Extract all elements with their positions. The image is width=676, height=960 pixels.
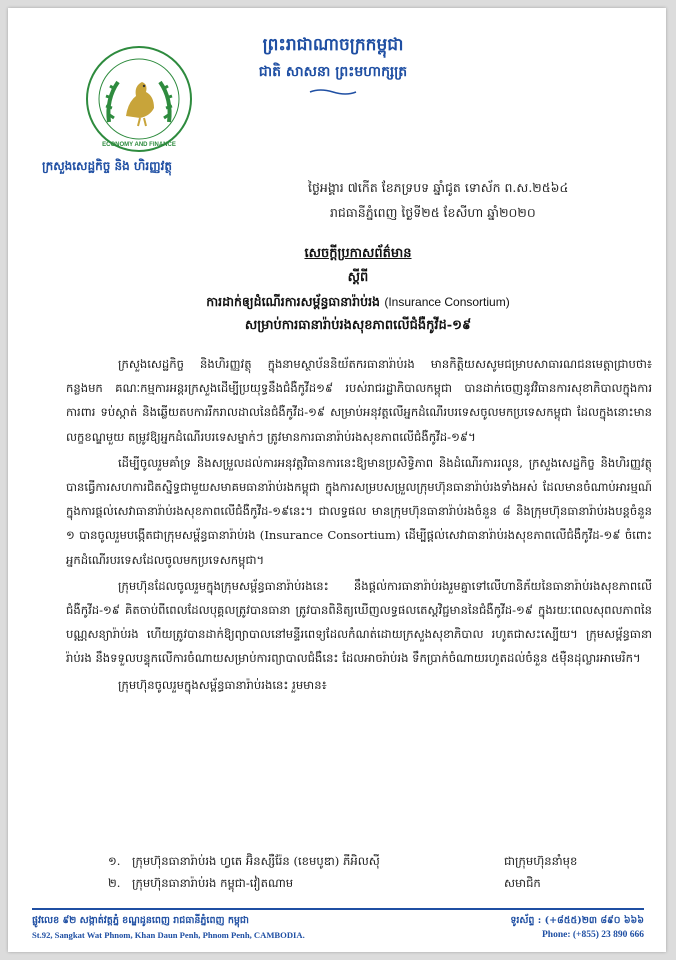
member-number: ១. [108, 854, 121, 868]
paragraph-1: ក្រសួងសេដ្ឋកិច្ច និងហិរញ្ញវត្ថុ ក្នុងនាមស្ថាប័ននិយ័តករធានារ៉ាប់រង មានកិត្តិយសសូមជម្រាបសាធារណជនមេត្តាជ្រាបថា៖ កន្លងមក គណៈកម្មការអន្តរក្រសួងដើម្បីប្រយុទ្ធនឹងជំងឺកូវីដ១៩ របស់រាជរដ្ឋាភិបាលកម្ពុជា បានដាក់ចេញនូវវិធានការសុខាភិបាលក្នុងការការពារ ទប់ស្កាត់ និងឆ្លើយតបការរីករាលដាលនៃជំងឺកូវីដ-១៩ សម្រាប់អនុវត្តលើអ្នកដំណើរបរទេសចូលមកប្រទេសកម្ពុជា ដែលក្នុងនោះមានលក្ខខណ្ឌមួយ តម្រូវឱ្យអ្នកដំណើរបរទេសម្នាក់ៗ ត្រូវមានការធានារ៉ាប់រងសុខភាពលើជំងឺកូវីដ-១៩។ [66, 357, 652, 444]
member-list [98, 850, 658, 894]
member-number: ២. [108, 876, 121, 890]
member-name: ក្រុមហ៊ុនធានារ៉ាប់រង ហ្វតេ អ៊ិនស្សឺរ៉ែន (ខេមបូឌា) ភីអិលស៊ី [132, 854, 380, 868]
member-role: ជាក្រុមហ៊ុននាំមុខ [504, 854, 578, 868]
title-line-1: សេចក្តីប្រកាសព័ត៌មាន [304, 246, 412, 261]
paragraph-4: ក្រុមហ៊ុនចូលរួមក្នុងសម្ព័ន្ធធានារ៉ាប់រងនេះ រួមមាន៖ [118, 677, 327, 692]
document-page [8, 8, 666, 952]
kingdom-heading: ព្រះរាជាណាចក្រកម្ពុជា [262, 35, 404, 55]
footer-address-en: St.92, Sangkat Wat Phnom, Khan Daun Penh, Phnom Penh, CAMBODIA. [32, 930, 305, 940]
svg-text:ECONOMY AND FINANCE: ECONOMY AND FINANCE [102, 142, 176, 148]
footer-phone-en: Phone: (+855) 23 890 666 [542, 930, 644, 940]
footer-phone-kh: ទូរស័ព្ទ : (+៨៥៥)២៣ ៨៩០ ៦៦៦ [510, 915, 644, 926]
title-line-4: សម្រាប់ការធានារ៉ាប់រងសុខភាពលើជំងឺកូវីដ-១៩ [244, 318, 472, 333]
footer-divider [32, 908, 644, 910]
lunar-date: ថ្ងៃអង្គារ ៧កើត ខែភទ្របទ ឆ្នាំជូត ទោស័ក ព.ស.២៥៦៤ [308, 180, 569, 195]
document-title [158, 242, 558, 338]
ornament-divider [308, 88, 358, 96]
paragraph-2: ដើម្បីចូលរួមគាំទ្រ និងសម្រួលដល់ការអនុវត្តវិធានការនេះឱ្យមានប្រសិទ្ធិភាព និងដំណើរការរលូន, ក្រសួងសេដ្ឋកិច្ច និងហិរញ្ញវត្ថុ បានធ្វើការសហការជិតស្និទ្ធជាមួយសមាគមធានារ៉ាប់រងកម្ពុជា ក្នុងការសម្របសម្រួលក្រុមហ៊ុនធានារ៉ាប់រងទាំងអស់ ដែលមានចំណាប់អារម្មណ៍ក្នុងការផ្តល់សេវាធានារ៉ាប់រងសុខភាពលើជំងឺកូវីដ-១៩នេះ។ ជាលទ្ធផល មានក្រុមហ៊ុនធានារ៉ាប់រងចំនួន ៨ និងក្រុមហ៊ុនធានារ៉ាប់រងបន្តចំនួន ១ បានចូលរួមបង្កើតជាក្រុមសម្ព័ន្ធធានារ៉ាប់រង (Insurance Consortium) ដើម្បីផ្តល់សេវាធានារ៉ាប់រងសុខភាពលើជំងឺកូវីដ-១៩ ចំពោះអ្នកដំណើរបរទេសដែលចូលមកប្រទេសកម្ពុជា។ [66, 455, 652, 567]
ministry-logo [84, 44, 194, 154]
paragraph-3: ក្រុមហ៊ុនដែលចូលរួមក្នុងក្រុមសម្ព័ន្ធធានារ៉ាប់រងនេះ នឹងផ្តល់ការធានារ៉ាប់រងរួមគ្នាទៅលើហានិភ័យនៃធានារ៉ាប់រងសុខភាពលើជំងឺកូវីដ-១៩ គិតចាប់ពីពេលដែលបុគ្គលត្រូវបានធានា ត្រូវបានពិនិត្យឃើញលទ្ធផលតេស្តវិជ្ជមាននៃជំងឺកូវីដ-១៩ ក្នុងរយៈពេលសុពលភាពនៃបណ្ណសន្យារ៉ាប់រង ហើយត្រូវបានដាក់ឱ្យព្យាបាលនៅមន្ទីរពេទ្យដែលកំណត់ដោយក្រសួងសុខាភិបាល រហូតជាសះស្បើយ។ ក្រុមសម្ព័ន្ធធានារ៉ាប់រង នឹងទទួលបន្ទុកលើការចំណាយសម្រាប់ការព្យាបាលជំងឺនេះ ដែលអាចរ៉ាប់រង ទឹកប្រាក់ចំណាយរហូតដល់ចំនួន ៥ម៉ឺនដុល្លារអាមេរិក។ [66, 578, 652, 666]
list-item [98, 872, 658, 894]
title-line-3-en: (Insurance Consortium) [384, 295, 510, 309]
document-body [66, 352, 652, 699]
title-line-3-kh: ការដាក់ឲ្យដំណើរការសម្ព័ន្ធធានារ៉ាប់រង [206, 294, 380, 309]
list-item [98, 850, 658, 872]
ministry-name: ក្រសួងសេដ្ឋកិច្ច និង ហិរញ្ញវត្ថុ [42, 159, 172, 173]
title-line-2: ស្តីពី [347, 270, 369, 285]
member-role: សមាជិក [504, 876, 541, 890]
title-line-3 [158, 290, 558, 314]
footer-address-kh: ផ្លូវលេខ ៩២ សង្កាត់វត្តភ្នំ ខណ្ឌដូនពេញ រាជធានីភ្នំពេញ កម្ពុជា [32, 915, 249, 926]
member-name: ក្រុមហ៊ុនធានារ៉ាប់រង កម្ពុជា-វៀតណាម [132, 876, 294, 890]
national-motto: ជាតិ សាសនា ព្រះមហាក្សត្រ [258, 64, 408, 80]
solar-date: រាជធានីភ្នំពេញ ថ្ងៃទី២៥ ខែសីហា ឆ្នាំ២០២០ [330, 205, 536, 220]
